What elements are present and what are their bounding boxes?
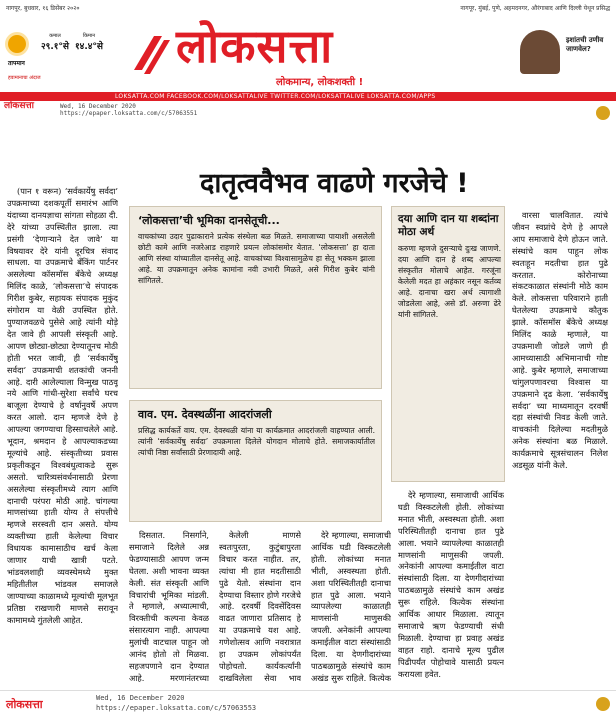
article-column-2 — [129, 530, 209, 685]
weather-label: तापमान — [8, 60, 25, 67]
min-temp — [74, 33, 104, 52]
column-6-text: देरे म्हणाल्या, समाजाची आर्थिक घडी विस्कटलेली होती. लोकांच्या मनात भीती, अस्वस्थता होती. अशा परिस्थितीतही दानाचा हात पुढे आला. भयाने व्यापलेल्या काळातही माणसांनी माणुसकी जपली. अनेकांनी आपल्या कमाईतील वाटा संस्थांसाठी दिला. या देणगीदारांच्या पाठबळामुळे संस्थांचे काम अखंड सुरू राहिले. कित्येक संस्थांना आर्थिक आधार मिळाला. त्यातून समाजाचे ऋण फेडण्याची संधी मिळाली. देण्याचा हा प्रवाह अखंड वाहत राहो. दानाचे मूल्य पुढील पिढीपर्यंत पोहोचावे यासाठी प्रयत्न करायला हवेत. — [398, 490, 504, 679]
column-1-text: (पान १ वरून) ‘सर्वकार्येषु सर्वदा’ उपक्रमाच्या दशकपूर्ती समारंभ आणि यंदाच्या दानयज्ञाचा सांगता सोहळा दी. देरे यांच्या उपस्थितीत झाला. त्या प्रसंगी ‘देणाऱ्याने देत जावे’ या विषयावर देरे यांनी दूरचित्र संवाद साधला. या उपक्रमाचे बँकिंग पार्टनर असलेल्या कॉसमॉस बँकेचे अध्यक्ष मिलिंद काळे, ‘लोकसत्ता’चे संपादक गिरीश कुबेर, सहायक संपादक मुकुंद संगोराम या वेळी उपस्थित होते. पुण्याजवळचे पुसेसे आहे त्यांनी थोड़े देत जावे ही आपली संस्कृती आहे. आपण छोट्या-छोट्या देण्यातूनच मोठी होती भरत जावी, ही ‘सर्वकार्येषु सर्वदा’ उपक्रमाची शतकांची जननी आहे. दारी आलेल्याला विन्मुख पाठवू नये आणि गांधी-सुरेशा सर्वांचे घरच बाजूला देण्याचे हे वर्षानुवर्षे अपण करत आलो. दान म्हणजे देणे हे आपल्या जगण्याचा हिस्साचलेले आहे. भूदान, श्रमदान हे आपल्याकडच्या मूल्यांचे आहे. संस्कृतीच्या प्रवास प्रकृतीकडून विश्वबंधुत्वाकडे सुरू असतो. चारित्र्यसंवर्धनासाठी प्रेरणा असलेल्या संस्कृतीमध्ये त्याग आणि दानाची परंपरा मोठी आहे. चांगल्या माणसांच्या हाती योग्य ते संपत्तीचे म्हणजे सरस्वती दान असते. योग्य व्यक्तीच्या हाती केलेल्या विचार विधायक कामासाठीच खर्च केला जाणार याची खात्री पटते. भांडवलशाही व्यवस्थेमध्ये मुक्त महितीतील भांडवल समाजले जाण्याच्या काळामध्ये मूल्यांची मूलभूत प्रतिष्ठा राखणारी माणसे सरावून कामामध्ये गुंतलेली आहेत. — [7, 186, 118, 625]
box-daya-dan — [391, 206, 505, 482]
column-4-text: देरे म्हणाल्या, समाजाची आर्थिक घडी विस्कटलेली होती. लोकांच्या मनात भीती, अस्वस्थता होती. अशा परिस्थितीतही दानाचा हात पुढे आला. भयाने व्यापलेल्या काळातही माणसांनी माणुसकी जपली. अनेकांनी आपल्या कमाईतील वाटा संस्थांसाठी दिला. या देणगीदारांच्या पाठबळामुळे संस्थांचे काम अखंड सुरू राहिले. कित्येक — [311, 530, 391, 683]
article-column-5 — [512, 210, 608, 685]
clip-logo: लोकसत्ता — [4, 101, 34, 111]
max-temp-label: कमाल — [49, 33, 61, 39]
article-headline: दातृत्ववैभव वाढणे गरजेचे ! — [200, 168, 469, 199]
promo-teaser[interactable] — [520, 26, 610, 96]
article-column-6 — [398, 490, 504, 685]
article-column-3 — [219, 530, 301, 685]
box1-title: ‘लोकसत्ता’ची भूमिका दानसेतूची... — [138, 214, 280, 227]
box-loksatta-role — [129, 206, 382, 389]
article-column-4 — [311, 530, 391, 685]
column-2-text: दिसतात. निसर्गाने, समाजाने दिलेले अन्न फेडण्यासाठी आपण जन्म घेतला. अशी भावना व्यक्त केली. संत संस्कृती आणि विचारांची भूमिका मांडली. ते म्हणाले, अध्यात्माची, विरक्तीची कल्पना केवळ संसारत्याग नाही. आपल्या मुलांची वाटचाल पाहून जो आनंद होतो तो मिळवा. सहजपणाने दान देण्यात आहे. मरणानंतरच्या — [129, 530, 209, 683]
min-temp-value: १४.४°से — [74, 42, 104, 52]
box1-text: वाचकांच्या उदार पुढाकाराने प्रत्येक संस्थेला बळ मिळते. समाजाच्या पायाशी असलेली छोटी कामे आणि नजरेआड राहणारे प्रयत्न लोकांसमोर येतात. ‘लोकसत्ता’ हा दाता आणि संस्था यांच्यातील दानसेतू आहे. वाचकांच्या विश्वासामुळेच हा सेतू भक्कम झाला आहे. या उपक्रमातून अनेक कामांना नवी उभारी मिळते, असे गिरीश कुबेर यांनी सांगितले. — [138, 232, 375, 285]
min-temp-label: किमान — [82, 33, 96, 39]
clip-date: Wed, 16 December 2020 — [60, 103, 136, 110]
social-links-bar[interactable]: LOKSATTA.COM FACEBOOK.COM/LOKSATTALIVE TWITTER.COM/LOKSATTALIVE LOKSATTA.COM/APPS — [0, 92, 616, 101]
column-3-text: केलेली माणसे स्वतःपुरता, कुटुंबापुरता विचार करत नाहीत. तर, त्यांचा मी हात मदतीसाठी पुढे येतो. संस्थांना दान देण्याचा विस्तार होणे गरजेचे आहे. दरवर्षी दिवसेंदिवस वाढत जाणारा प्रतिसाद हे या उपक्रमाचे यश आहे. गणेशोत्सव आणि नवरात्रात हा उपक्रम लोकांपर्यंत पोहोचतो. कार्यकर्त्यांनी दाखविलेला सेवा भाव — [219, 530, 301, 683]
box2-title: दया आणि दान या शब्दांना मोठा अर्थ — [398, 213, 499, 238]
column-5-text: वारसा चालवितात. त्यांचे जीवन स्वप्नांचे देणे हे आपले आप समाजाचे देणे होऊन जाते. संस्थांचे काम पाहून लोक स्वतःहून मदतीचा हात पुढे करतात. कोरोनाच्या संकटकाळात संस्थांनी मोठे काम केले. लोकसत्ता परिवाराने हाती घेतलेल्या उपक्रमाचे कौतुक झाले. कॉसमॉस बँकेचे अध्यक्ष मिलिंद काळे म्हणाले, या उपक्रमाशी जोडले जाणे ही आमच्यासाठी अभिमानाची गोष्ट आहे. कुबेर म्हणाले, समाजाच्या चांगुलपणावरचा विश्वास या उपक्रमाने दृढ केला. ‘सर्वकार्येषु सर्वदा’ च्या माध्यमातून दरवर्षी दहा संस्थांची निवड केली जाते. वाचकांनी दिलेल्या मदतीमुळे अनेक संस्थांना बळ मिळाले. कार्यक्रमाचे सूत्रसंचालन निलेश अडसूळ यांनी केले. — [512, 210, 608, 471]
dateline: नागपूर, बुधवार, १६ डिसेंबर २०२० — [6, 5, 80, 12]
clip-meta — [4, 101, 198, 117]
weather-note: हवामानाचा अंदाज — [8, 75, 41, 81]
box-tribute — [129, 400, 382, 522]
masthead-logo[interactable]: लोकसत्ता — [176, 19, 334, 73]
max-temp-value: २९.१°से — [40, 42, 70, 52]
box3-text: प्रसिद्ध कार्यकर्ते वाय. एम. देवस्थळी यांना या कार्यक्रमात आदरांजली वाहण्यात आली. त्यांनी ‘सर्वकार्येषु सर्वदा’ उपक्रमाला दिलेले योगदान मोलाचे होते. समाजकार्यातील त्यांची निष्ठा सर्वांसाठी प्रेरणादायी आहे. — [138, 426, 375, 457]
box3-title: वाव. एम. देवस्थळींना आदरांजली — [138, 408, 272, 421]
dateline-row — [6, 4, 610, 12]
footer-url[interactable]: https://epaper.loksatta.com/c/57063553 — [96, 704, 257, 712]
promo-caption: इशांतची उणीव जाणवेल? — [566, 36, 604, 53]
logo-mark-icon — [128, 30, 172, 80]
clip-footer — [0, 690, 616, 718]
article-column-1 — [7, 186, 118, 684]
max-temp — [40, 33, 70, 52]
editions-line: नागपूर, मुंबई, पुणे, अहमदनगर, औरंगाबाद आणि दिल्ली येथून प्रसिद्ध — [460, 5, 610, 12]
clip-url[interactable]: https://epaper.loksatta.com/c/57063551 — [60, 110, 198, 117]
owl-icon-top — [596, 106, 610, 120]
player-photo — [520, 30, 560, 74]
weather-widget — [8, 33, 108, 93]
sun-icon — [8, 35, 26, 53]
tagline: लोकमान्य, लोकशक्ती ! — [276, 77, 364, 88]
footer-logo: लोकसत्ता — [6, 698, 43, 711]
footer-date: Wed, 16 December 2020 — [96, 694, 185, 702]
owl-icon — [596, 697, 610, 711]
box2-text: करुणा म्हणजे दुसऱ्याचे दुःख जाणणे. दया आणि दान हे शब्द आपल्या संस्कृतीत मोलाचे आहेत. गरजूंना केलेली मदत हा अहंकार नसून कर्तव्य आहे. दानाचा खरा अर्थ त्यागाशी जोडलेला आहे, असे डॉ. अरुणा ढेरे यांनी सांगितले. — [398, 244, 501, 319]
